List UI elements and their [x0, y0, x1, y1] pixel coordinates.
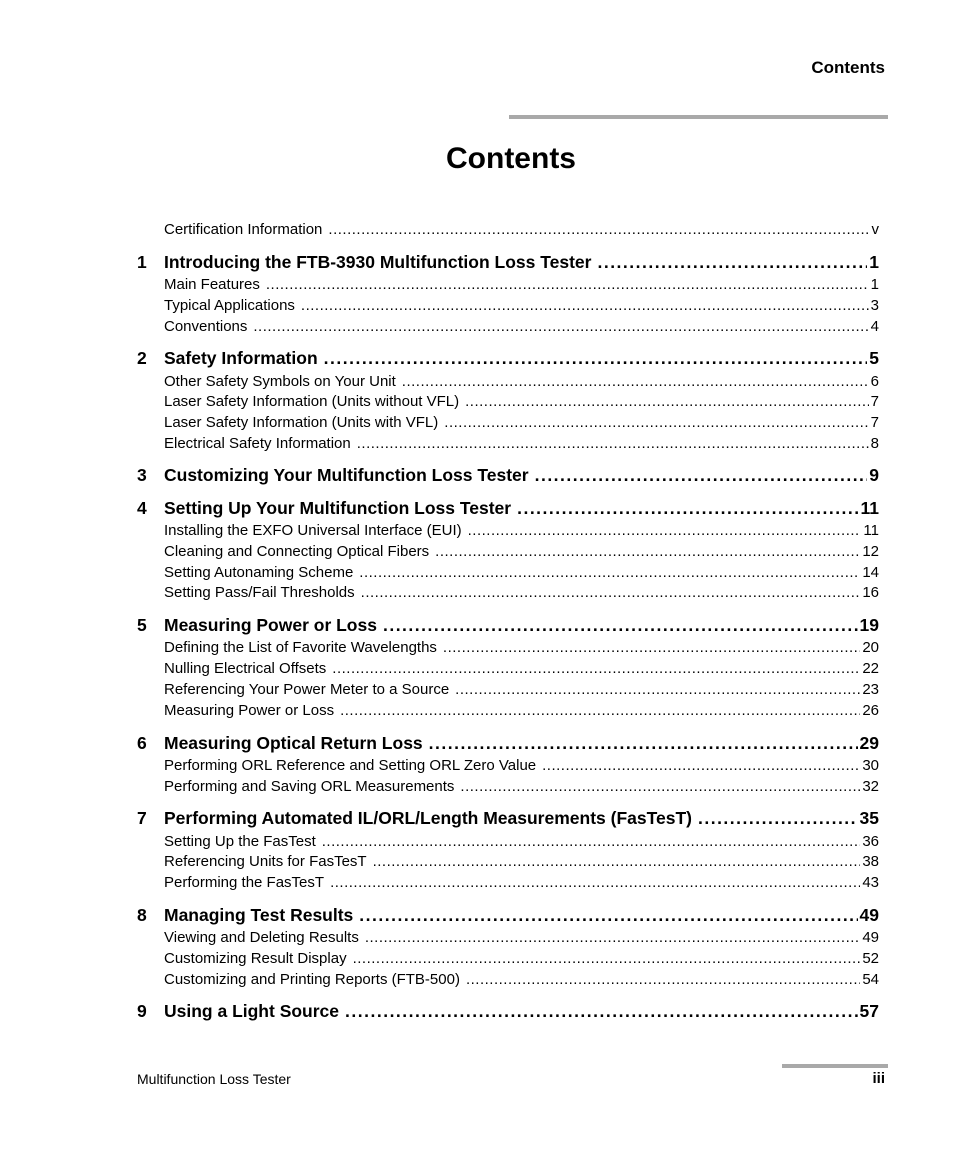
toc-chapter-3[interactable] [164, 463, 879, 487]
toc-entry-page: 38 [862, 853, 879, 870]
toc-entry-label: Main Features [164, 276, 260, 293]
toc-entry[interactable] [164, 413, 879, 433]
toc-entry-label: Viewing and Deleting Results [164, 929, 359, 946]
dot-leader [443, 638, 860, 658]
toc-entry-page: 52 [862, 950, 879, 967]
toc-chapter-5[interactable] [164, 613, 879, 637]
toc-chapter-page: 35 [859, 808, 879, 828]
toc-entry[interactable] [164, 392, 879, 412]
toc-chapter-page: 5 [869, 348, 879, 368]
toc-entry[interactable] [164, 521, 879, 541]
toc-chapter-6[interactable] [164, 731, 879, 755]
toc-entry[interactable] [164, 949, 879, 969]
toc-entry-page: 3 [870, 297, 879, 314]
dot-leader [460, 777, 860, 797]
toc-entry-label: Referencing Units for FasTesT [164, 853, 367, 870]
toc-chapter-label: Measuring Power or Loss [164, 615, 377, 635]
dot-leader [597, 250, 867, 274]
toc-entry-label: Customizing and Printing Reports (FTB-500) [164, 971, 460, 988]
dot-leader [361, 583, 861, 603]
toc-entry-page: v [871, 221, 879, 238]
toc-entry-page: 8 [870, 435, 879, 452]
toc-chapter-label: Performing Automated IL/ORL/Length Measurements (FasTesT) [164, 808, 692, 828]
toc-entry-page: 16 [862, 584, 879, 601]
toc-entry-label: Laser Safety Information (Units without VFL) [164, 393, 460, 410]
toc-chapter-page: 11 [860, 498, 879, 518]
toc-entry[interactable] [164, 852, 879, 872]
dot-leader [429, 731, 858, 755]
toc-entry[interactable] [164, 777, 879, 797]
dot-leader [359, 903, 857, 927]
dot-leader [468, 521, 862, 541]
toc-entry-page: 43 [862, 874, 879, 891]
toc-entry[interactable] [164, 638, 879, 658]
toc-entry-label: Installing the EXFO Universal Interface (EUI) [164, 522, 462, 539]
chapter-number: 9 [137, 1001, 147, 1021]
toc-entry-page: 14 [862, 564, 879, 581]
dot-leader [542, 756, 860, 776]
dot-leader [340, 701, 860, 721]
dot-leader [301, 296, 869, 316]
toc-entry-page: 7 [870, 393, 879, 410]
toc-entry[interactable] [164, 832, 879, 852]
toc-entry-page: 20 [862, 639, 879, 656]
toc-chapter-label: Customizing Your Multifunction Loss Tester [164, 465, 529, 485]
dot-leader [455, 680, 860, 700]
toc-chapter-8[interactable] [164, 903, 879, 927]
toc-entry-label: Conventions [164, 318, 248, 335]
toc-entry-page: 23 [862, 681, 879, 698]
toc-chapter-page: 1 [869, 252, 879, 272]
toc-chapter-9[interactable] [164, 999, 879, 1023]
toc-chapter-page: 49 [859, 905, 879, 925]
toc-entry-page: 36 [862, 833, 879, 850]
toc-entry-page: 49 [862, 929, 879, 946]
toc-chapter-page: 29 [859, 733, 879, 753]
toc-entry-page: 32 [862, 778, 879, 795]
toc-entry-label: Performing and Saving ORL Measurements [164, 778, 455, 795]
toc-entry-label: Setting Up the FasTest [164, 833, 316, 850]
chapter-number: 1 [137, 252, 147, 272]
chapter-number: 3 [137, 465, 147, 485]
toc-entry[interactable] [164, 873, 879, 893]
chapter-number: 8 [137, 905, 147, 925]
toc-chapter-label: Safety Information [164, 348, 318, 368]
toc-entry-label: Performing the FasTesT [164, 874, 325, 891]
toc-entry[interactable] [164, 275, 879, 295]
chapter-number: 2 [137, 348, 147, 368]
toc-entry-page: 22 [862, 660, 879, 677]
toc-chapter-label: Measuring Optical Return Loss [164, 733, 423, 753]
toc-chapter-label: Using a Light Source [164, 1001, 340, 1021]
dot-leader [359, 563, 860, 583]
toc-chapter-2[interactable] [164, 346, 879, 370]
dot-leader [353, 949, 861, 969]
dot-leader [365, 928, 860, 948]
toc-entry[interactable] [164, 542, 879, 562]
dot-leader [517, 496, 858, 520]
toc-chapter-page: 19 [859, 615, 879, 635]
toc-chapter-page: 9 [869, 465, 879, 485]
toc-entry-page: 6 [870, 373, 879, 390]
toc-entry-label: Setting Pass/Fail Thresholds [164, 584, 355, 601]
toc-chapter-7[interactable] [164, 806, 879, 830]
toc-entry[interactable] [164, 434, 879, 454]
footer-page-number: iii [872, 1070, 885, 1087]
footer-rule [782, 1064, 888, 1068]
toc-entry-page: 11 [863, 522, 879, 539]
toc-entry[interactable] [164, 928, 879, 948]
toc-entry-label: Certification Information [164, 221, 323, 238]
toc-entry-label: Performing ORL Reference and Setting ORL Zero Value [164, 757, 537, 774]
dot-leader [465, 392, 869, 412]
dot-leader [345, 999, 858, 1023]
toc-entry-label: Electrical Safety Information [164, 435, 351, 452]
dot-leader [357, 434, 869, 454]
toc-entry-label: Other Safety Symbols on Your Unit [164, 373, 396, 390]
toc-entry[interactable] [164, 317, 879, 337]
toc-entry-label: Defining the List of Favorite Wavelengths [164, 639, 437, 656]
toc-entry-label: Nulling Electrical Offsets [164, 660, 327, 677]
toc-entry-page: 1 [870, 276, 879, 293]
dot-leader [466, 970, 860, 990]
toc-entry[interactable] [164, 701, 879, 721]
dot-leader [324, 346, 868, 370]
dot-leader [402, 372, 869, 392]
toc-entry-label: Measuring Power or Loss [164, 702, 335, 719]
chapter-number: 5 [137, 615, 147, 635]
page-title: Contents [446, 142, 576, 175]
dot-leader [373, 852, 861, 872]
toc-chapter-page: 57 [859, 1001, 879, 1021]
chapter-number: 6 [137, 733, 147, 753]
toc-entry[interactable] [164, 563, 879, 583]
toc-entry-page: 30 [862, 757, 879, 774]
toc-entry[interactable] [164, 680, 879, 700]
dot-leader [328, 220, 869, 240]
toc-entry[interactable] [164, 296, 879, 316]
toc-chapter-label: Introducing the FTB-3930 Multifunction Loss Tester [164, 252, 592, 272]
toc-entry-page: 7 [870, 414, 879, 431]
toc-entry[interactable] [164, 372, 879, 392]
toc-entry-label: Typical Applications [164, 297, 295, 314]
dot-leader [332, 659, 860, 679]
toc-entry-label: Referencing Your Power Meter to a Source [164, 681, 450, 698]
toc-entry-page: 4 [870, 318, 879, 335]
chapter-number: 7 [137, 808, 147, 828]
toc-chapter-label: Setting Up Your Multifunction Loss Tester [164, 498, 512, 518]
dot-leader [266, 275, 869, 295]
dot-leader [330, 873, 860, 893]
dot-leader [322, 832, 861, 852]
dot-leader [383, 613, 858, 637]
toc-chapter-1[interactable] [164, 250, 879, 274]
dot-leader [444, 413, 868, 433]
dot-leader [253, 317, 868, 337]
toc-entry[interactable] [164, 659, 879, 679]
dot-leader [535, 463, 868, 487]
toc-entry-page: 26 [862, 702, 879, 719]
dot-leader [435, 542, 860, 562]
toc-entry-label: Setting Autonaming Scheme [164, 564, 354, 581]
footer-title: Multifunction Loss Tester [137, 1071, 291, 1087]
toc-entry[interactable] [164, 756, 879, 776]
running-header-title: Contents [811, 58, 885, 77]
chapter-number: 4 [137, 498, 147, 518]
toc-entry[interactable] [164, 970, 879, 990]
toc-entry-certification[interactable] [164, 220, 879, 240]
toc-entry[interactable] [164, 583, 879, 603]
toc-entry-label: Customizing Result Display [164, 950, 347, 967]
toc-entry-page: 12 [862, 543, 879, 560]
toc-entry-label: Laser Safety Information (Units with VFL) [164, 414, 439, 431]
toc-entry-page: 54 [862, 971, 879, 988]
toc-chapter-label: Managing Test Results [164, 905, 354, 925]
dot-leader [698, 806, 858, 830]
toc-entry-label: Cleaning and Connecting Optical Fibers [164, 543, 430, 560]
toc-chapter-4[interactable] [164, 496, 879, 520]
